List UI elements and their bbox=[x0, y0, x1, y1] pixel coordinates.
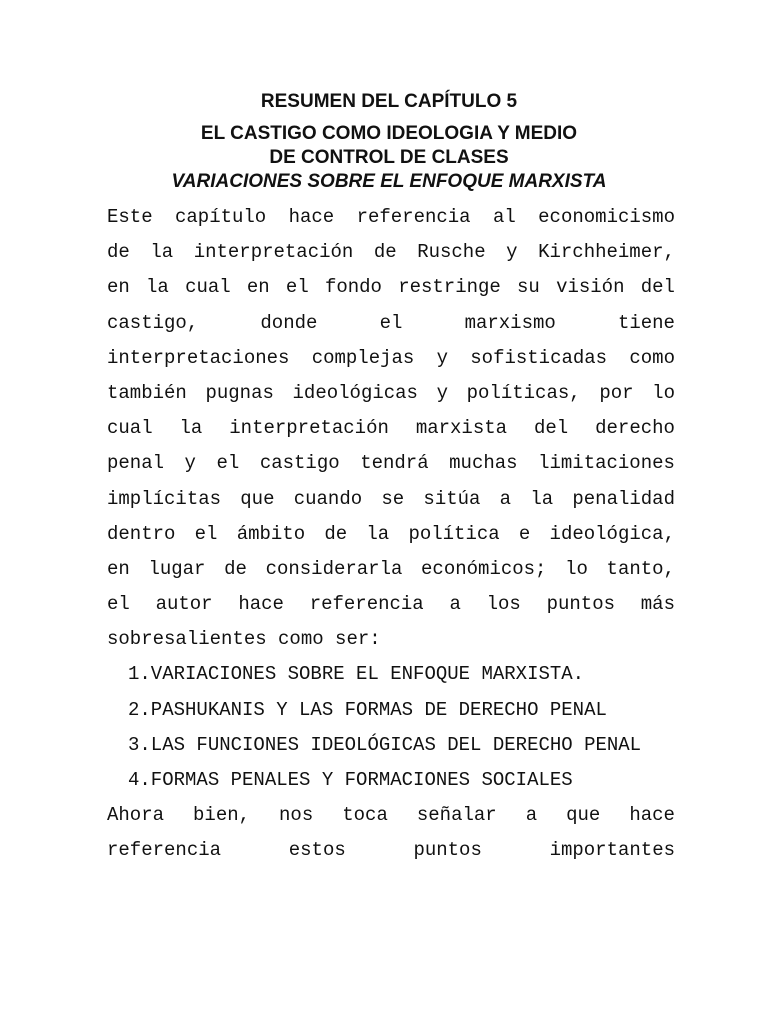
text-line: de la interpretación de Rusche y Kirchheimer, bbox=[107, 241, 675, 264]
list-item: 1.VARIACIONES SOBRE EL ENFOQUE MARXISTA. bbox=[128, 663, 585, 686]
paragraph-closing bbox=[107, 798, 675, 868]
text-line: penal y el castigo tendrá muchas limitaciones bbox=[107, 452, 675, 475]
text-line: en la cual en el fondo restringe su visión del bbox=[107, 276, 675, 299]
heading-block bbox=[0, 90, 768, 194]
text-line: también pugnas ideológicas y políticas, por lo bbox=[107, 381, 675, 404]
text-line: Este capítulo hace referencia al economicismo bbox=[107, 206, 675, 228]
list-item: 3.LAS FUNCIONES IDEOLÓGICAS DEL DERECHO PENAL bbox=[128, 733, 642, 756]
text-line: sobresalientes como ser: bbox=[107, 628, 381, 651]
text-line: castigo, donde el marxismo tiene bbox=[107, 311, 675, 334]
main-title-line-2: DE CONTROL DE CLASES bbox=[269, 147, 509, 168]
list-item: 2.PASHUKANIS Y LAS FORMAS DE DERECHO PENAL bbox=[128, 698, 607, 721]
main-title-line-1: EL CASTIGO COMO IDEOLOGIA Y MEDIO bbox=[200, 123, 578, 144]
subtitle: VARIACIONES SOBRE EL ENFOQUE MARXISTA bbox=[171, 171, 607, 192]
text-line: cual la interpretación marxista del derecho bbox=[107, 417, 675, 440]
text-line: Ahora bien, nos toca señalar a que hace bbox=[107, 804, 675, 827]
text-line: referencia estos puntos importantes bbox=[107, 839, 675, 862]
numbered-list bbox=[107, 657, 675, 798]
paragraph-intro bbox=[107, 200, 675, 657]
list-item: 4.FORMAS PENALES Y FORMACIONES SOCIALES bbox=[128, 769, 573, 791]
text-line: implícitas que cuando se sitúa a la penalidad bbox=[107, 487, 675, 510]
text-line: en lugar de considerarla económicos; lo tanto, bbox=[107, 557, 675, 580]
body-text bbox=[107, 200, 675, 869]
text-line: dentro el ámbito de la política e ideológica, bbox=[107, 522, 675, 545]
text-line: el autor hace referencia a los puntos más bbox=[107, 593, 675, 616]
chapter-title: RESUMEN DEL CAPÍTULO 5 bbox=[260, 91, 518, 112]
text-line: interpretaciones complejas y sofisticadas como bbox=[107, 346, 675, 369]
